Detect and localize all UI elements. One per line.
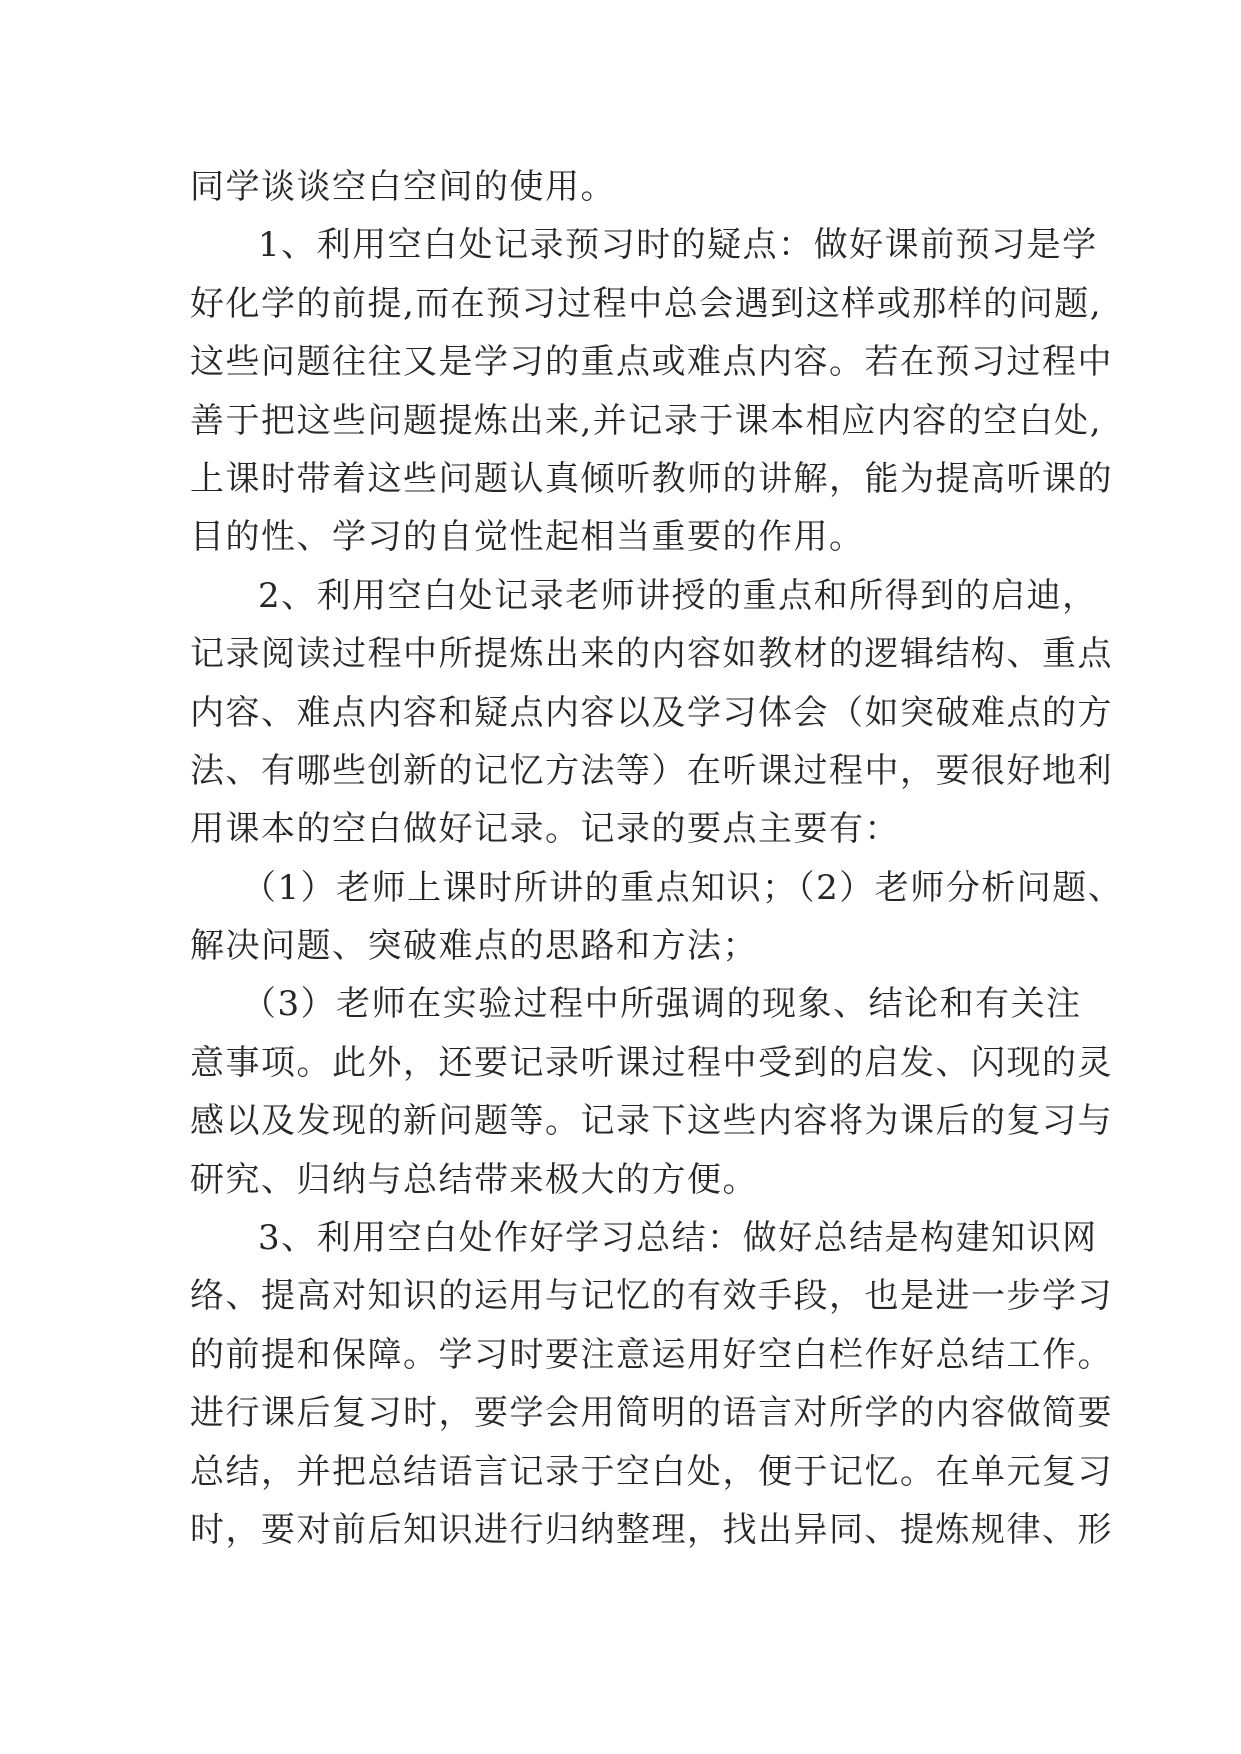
text-line: 目的性、学习的自觉性起相当重要的作用。: [190, 517, 865, 558]
text-line: 时，要对前后知识进行归纳整理，找出异同、提炼规律、形: [190, 1509, 1113, 1550]
text-line: 进行课后复习时，要学会用简明的语言对所学的内容做简要: [190, 1393, 1113, 1434]
text-line: 络、提高对知识的运用与记忆的有效手段，也是进一步学习: [190, 1276, 1113, 1317]
body-text: [190, 158, 1124, 1559]
text-line: 感以及发现的新问题等。记录下这些内容将为课后的复习与: [190, 1101, 1113, 1142]
text-line: 好化学的前提,而在预习过程中总会遇到这样或那样的问题,: [190, 283, 1103, 324]
text-line: 这些问题往往又是学习的重点或难点内容。若在预习过程中: [190, 342, 1113, 383]
text-line: 总结，并把总结语言记录于空白处，便于记忆。在单元复习: [190, 1451, 1113, 1492]
text-line: 记录阅读过程中所提炼出来的内容如教材的逻辑结构、重点: [190, 634, 1113, 675]
text-line: 法、有哪些创新的记忆方法等）在听课过程中，要很好地利: [190, 750, 1113, 791]
text-line: 解决问题、突破难点的思路和方法；: [190, 926, 758, 967]
list-item-1-2: （1）老师上课时所讲的重点知识；（2）老师分析问题、: [242, 867, 1124, 908]
paragraph-1-start: 1、利用空白处记录预习时的疑点：做好课前预习是学: [258, 225, 1098, 266]
text-line: 善于把这些问题提炼出来,并记录于课本相应内容的空白处,: [190, 400, 1103, 441]
text-line: 意事项。此外，还要记录听课过程中受到的启发、闪现的灵: [190, 1042, 1113, 1083]
text-line: 内容、难点内容和疑点内容以及学习体会（如突破难点的方: [190, 692, 1113, 733]
paragraph-3-start: 3、利用空白处作好学习总结：做好总结是构建知识网: [258, 1218, 1098, 1259]
text-line: 的前提和保障。学习时要注意运用好空白栏作好总结工作。: [190, 1334, 1113, 1375]
text-line: 上课时带着这些问题认真倾听教师的讲解，能为提高听课的: [190, 458, 1113, 499]
text-line: 用课本的空白做好记录。记录的要点主要有：: [190, 809, 900, 850]
list-item-3: （3）老师在实验过程中所强调的现象、结论和有关注: [242, 984, 1082, 1025]
text-line: 研究、归纳与总结带来极大的方便。: [190, 1159, 758, 1200]
text-line: 同学谈谈空白空间的使用。: [190, 167, 616, 207]
paragraph-2-start: 2、利用空白处记录老师讲授的重点和所得到的启迪，: [258, 575, 1098, 616]
